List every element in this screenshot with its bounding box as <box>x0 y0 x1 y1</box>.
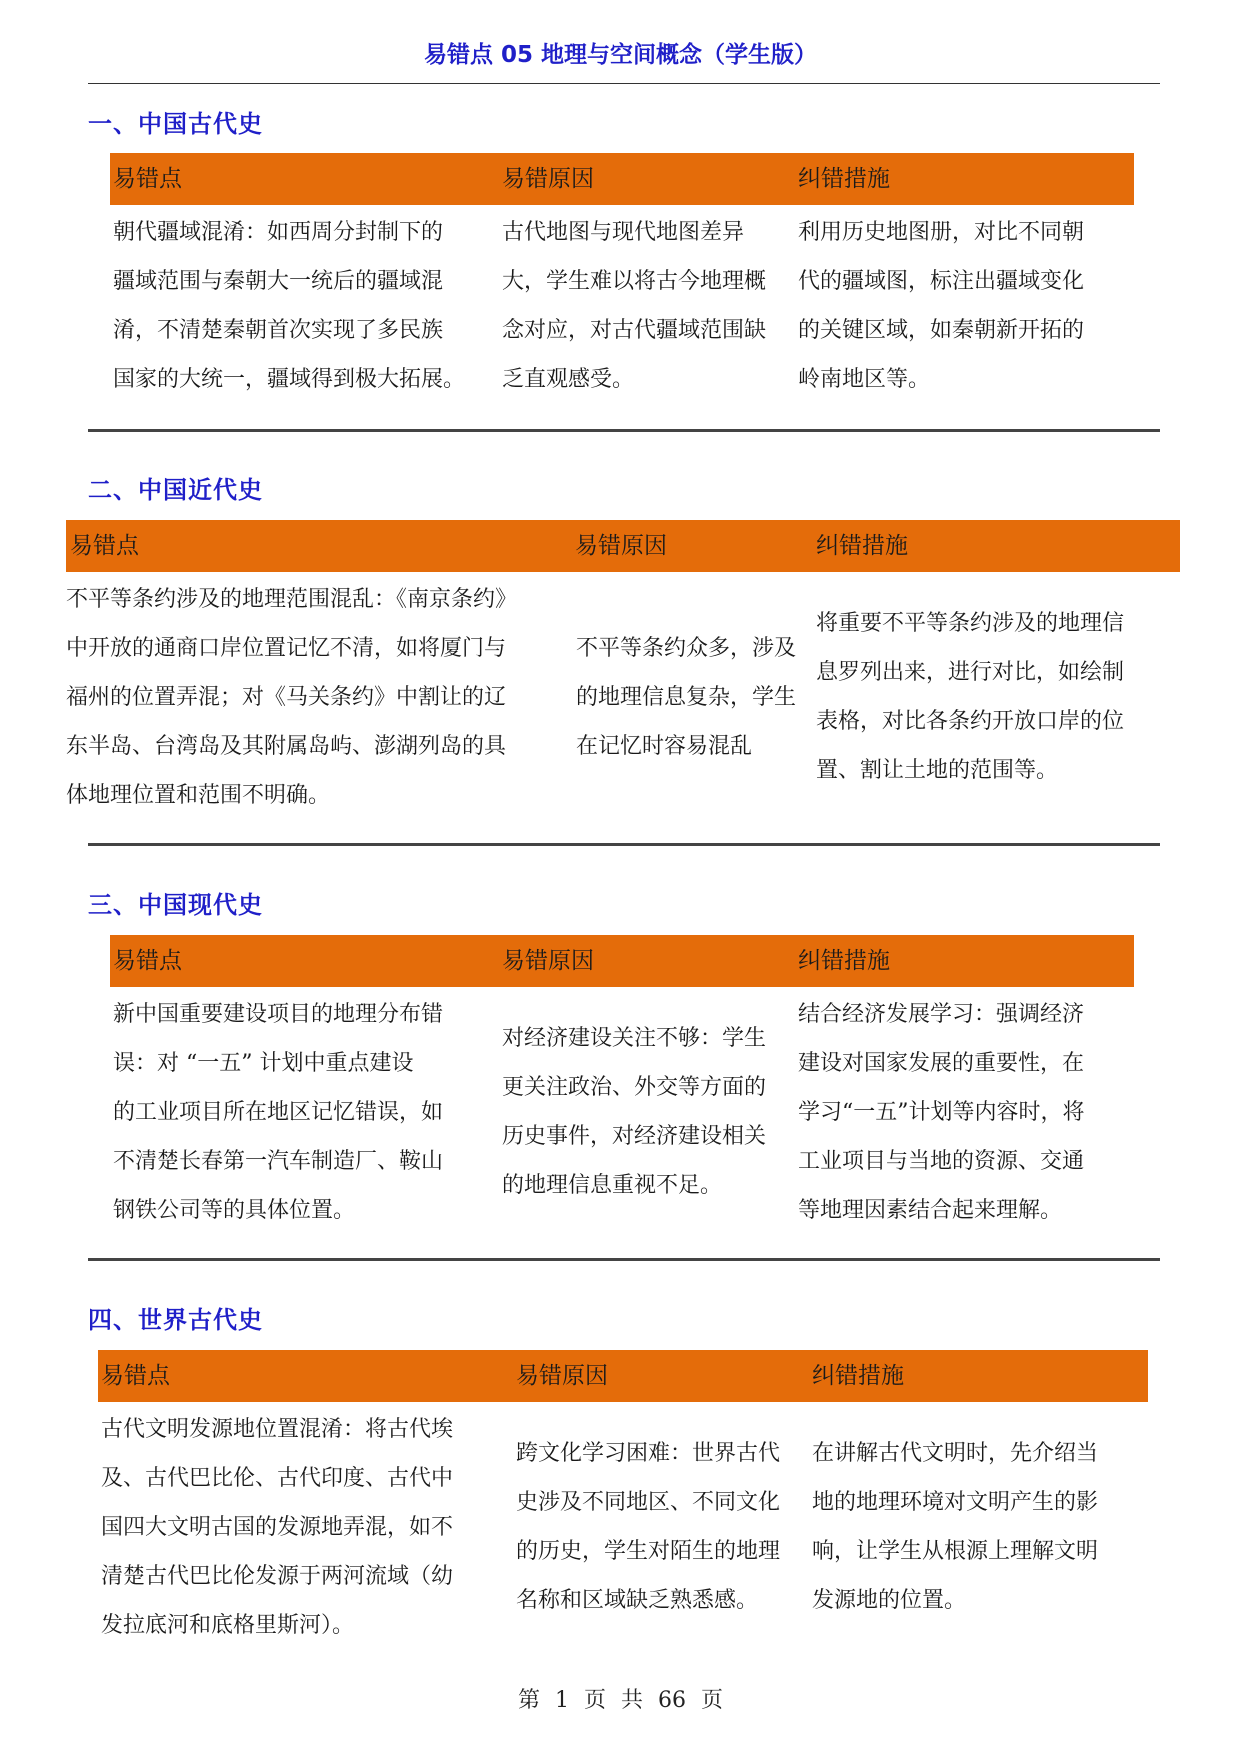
column-header-fix: 纠错措施 <box>798 948 890 974</box>
cell-point: 不平等条约涉及的地理范围混乱：《南京条约》 中开放的通商口岸位置记忆不清，如将厦门与 福州的位置弄混；对《马关条约》中割让的辽 东半岛、台湾岛及其附属岛屿、澎湖列岛的具 体地理位置和范围不明确。 <box>66 587 518 808</box>
table-header-row <box>110 153 1134 205</box>
section-divider <box>88 843 1160 846</box>
column-header-reason: 易错原因 <box>502 166 594 192</box>
section-heading-ancient-china: 一、中国古代史 <box>88 110 263 138</box>
section-heading-modern-china: 二、中国近代史 <box>88 476 263 504</box>
column-header-fix: 纠错措施 <box>816 533 908 559</box>
cell-reason: 古代地图与现代地图差异 大，学生难以将古今地理概 念对应，对古代疆域范围缺 乏直观感受。 <box>502 220 767 392</box>
cell-fix: 在讲解古代文明时，先介绍当 地的地理环境对文明产生的影 响，让学生从根源上理解文明 发源地的位置。 <box>812 1441 1099 1613</box>
cell-point: 古代文明发源地位置混淆：将古代埃 及、古代巴比伦、古代印度、古代中 国四大文明古国的发源地弄混，如不 清楚古代巴比伦发源于两河流域（幼 发拉底河和底格里斯河）。 <box>101 1417 454 1638</box>
table-ancient-china <box>110 153 1134 401</box>
column-header-point: 易错点 <box>101 1363 170 1389</box>
table-contemporary-china <box>110 935 1134 1235</box>
column-header-fix: 纠错措施 <box>798 166 890 192</box>
cell-reason: 对经济建设关注不够：学生 更关注政治、外交等方面的 历史事件，对经济建设相关 的地理信息重视不足。 <box>502 1026 767 1198</box>
column-header-reason: 易错原因 <box>516 1363 608 1389</box>
cell-fix: 结合经济发展学习：强调经济 建设对国家发展的重要性，在 学习“一五”计划等内容时，将 工业项目与当地的资源、交通 等地理因素结合起来理解。 <box>798 1002 1085 1223</box>
header-rule <box>88 83 1160 84</box>
table-header-row <box>110 935 1134 987</box>
section-heading-world-ancient: 四、世界古代史 <box>88 1306 263 1334</box>
table-header-row <box>66 520 1180 572</box>
table-modern-china <box>66 520 1180 820</box>
column-header-point: 易错点 <box>113 948 182 974</box>
column-header-fix: 纠错措施 <box>812 1363 904 1389</box>
page-title: 易错点 05 地理与空间概念（学生版） <box>423 42 818 68</box>
cell-fix: 利用历史地图册，对比不同朝 代的疆域图，标注出疆域变化 的关键区域，如秦朝新开拓的 岭南地区等。 <box>798 220 1085 392</box>
cell-point: 新中国重要建设项目的地理分布错 误：对 “一五” 计划中重点建设 的工业项目所在地区记忆错误，如 不清楚长春第一汽车制造厂、鞍山 钢铁公司等的具体位置。 <box>113 1002 444 1223</box>
table-header-row <box>98 1350 1148 1402</box>
column-header-point: 易错点 <box>113 166 182 192</box>
section-divider <box>88 1258 1160 1261</box>
section-divider <box>88 429 1160 432</box>
page-number: 第 1 页 共 66 页 <box>518 1688 723 1713</box>
cell-fix: 将重要不平等条约涉及的地理信 息罗列出来，进行对比，如绘制 表格，对比各条约开放口岸的位 置、割让土地的范围等。 <box>816 611 1125 783</box>
cell-reason: 不平等条约众多，涉及 的地理信息复杂，学生 在记忆时容易混乱 <box>576 636 797 759</box>
column-header-reason: 易错原因 <box>502 948 594 974</box>
cell-reason: 跨文化学习困难：世界古代 史涉及不同地区、不同文化 的历史，学生对陌生的地理 名称和区域缺乏熟悉感。 <box>516 1441 781 1613</box>
column-header-reason: 易错原因 <box>575 533 667 559</box>
section-heading-contemporary-china: 三、中国现代史 <box>88 891 263 919</box>
cell-point: 朝代疆域混淆：如西周分封制下的 疆域范围与秦朝大一统后的疆域混 淆，不清楚秦朝首次实现了多民族 国家的大统一，疆域得到极大拓展。 <box>113 220 466 392</box>
table-world-ancient <box>98 1350 1148 1650</box>
column-header-point: 易错点 <box>70 533 139 559</box>
